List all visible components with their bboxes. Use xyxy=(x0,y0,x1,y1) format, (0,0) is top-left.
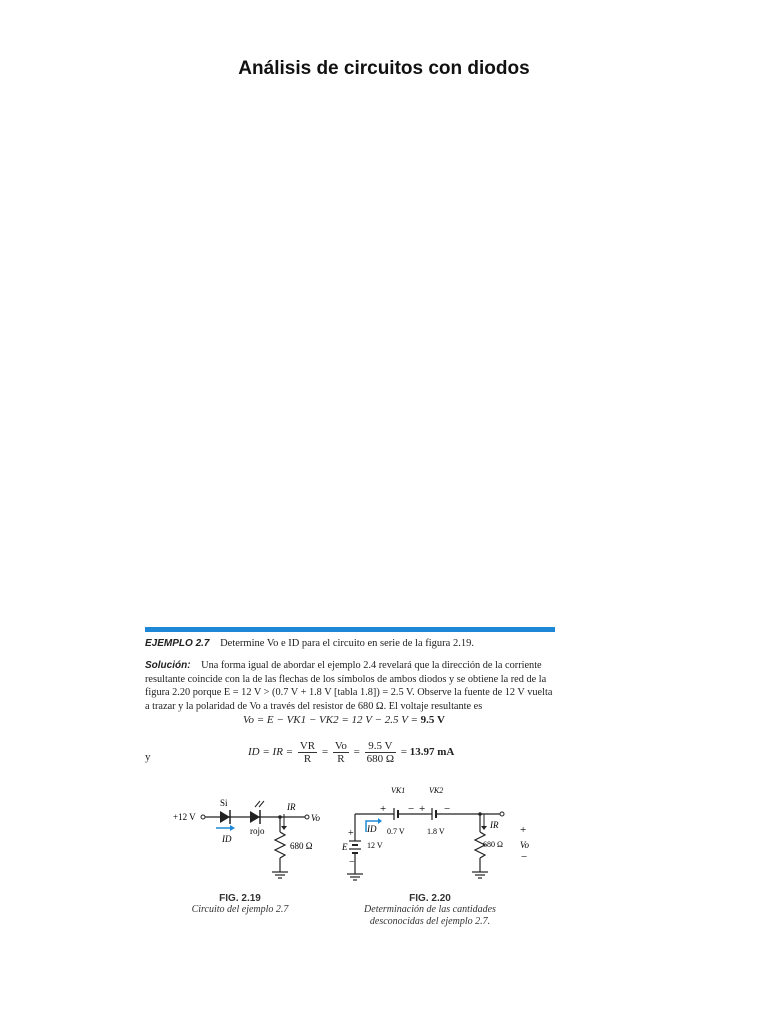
e-value: 12 V xyxy=(367,841,383,850)
equation-vo xyxy=(243,714,445,726)
example-heading xyxy=(145,637,555,651)
id-label: ID xyxy=(222,834,232,844)
fraction-vr-r: $\frac{VR}{R}$ xyxy=(299,740,316,765)
vk1-label: VK1 xyxy=(391,786,406,795)
diode-si-icon xyxy=(220,811,230,823)
vk2-plus: + xyxy=(419,803,426,815)
v1-label: 0.7 V xyxy=(387,827,405,836)
vo-minus: − xyxy=(521,851,528,863)
solution-text: Una forma igual de abordar el ejemplo 2.4 revelará que la dirección de la corriente resultante coincide con la de las flechas de los símbolos de ambos diodos y se obtiene la red de la figura 2.20 porque E = 12 V > (0.7 V + 1.8 V [tabla 1.8]) = 2.5 V. Observe la fuente de 12 V vuelta a trazar y la polaridad de Vo a través del resistor de 680 Ω. El voltaje resultante es xyxy=(145,660,553,712)
accent-rule xyxy=(145,627,555,632)
ir-label: IR xyxy=(490,820,499,830)
vk1-plus: + xyxy=(380,803,387,815)
solution-label: Solución: xyxy=(145,660,191,671)
e-label: E xyxy=(342,842,348,852)
fig-2-20-number: FIG. 2.20 xyxy=(409,893,451,904)
example-block xyxy=(145,627,555,713)
source-plus: + xyxy=(348,828,354,839)
fraction-values: $\frac{9.5 V}{680 \Omega}$ xyxy=(366,740,395,765)
source-minus: − xyxy=(349,857,355,868)
vo-terminal xyxy=(305,815,309,819)
vo-label: Vo xyxy=(520,840,529,850)
fig-2-20-circuit xyxy=(340,784,540,886)
resistor-icon xyxy=(275,832,285,858)
resistor-label: 680 Ω xyxy=(483,840,503,849)
vk1-minus: − xyxy=(408,803,415,815)
example-label: EJEMPLO 2.7 xyxy=(145,638,210,649)
led-color-label: rojo xyxy=(250,826,265,836)
resistor-label: 680 Ω xyxy=(290,841,313,851)
fig-2-19-description: Circuito del ejemplo 2.7 xyxy=(191,904,289,915)
example-statement: Determine Vo e ID para el circuito en serie de la figura 2.19. xyxy=(220,638,474,649)
solution-paragraph xyxy=(145,659,555,713)
source-terminal xyxy=(201,815,205,819)
page-title: Análisis de circuitos con diodos xyxy=(238,58,530,79)
fig-2-20-caption xyxy=(345,893,515,928)
fig-2-19-circuit xyxy=(170,790,330,890)
fig-2-20-description-1: Determinación de las cantidades xyxy=(364,904,496,915)
ir-label: IR xyxy=(287,802,296,812)
vo-label: Vo xyxy=(311,813,320,823)
id-label: ID xyxy=(367,824,377,834)
fraction-vo-r: $\frac{Vo}{R}$ xyxy=(334,740,347,765)
fig-2-19-number: FIG. 2.19 xyxy=(219,893,261,904)
diode-si-label: Si xyxy=(220,798,228,808)
fig-2-19-caption xyxy=(180,893,300,916)
vk2-label: VK2 xyxy=(429,786,444,795)
fig-2-20-description-2: desconocidas del ejemplo 2.7. xyxy=(369,916,491,927)
equation-id-left: ID = IR = xyxy=(248,746,296,759)
equation-vo-result: 9.5 V xyxy=(420,714,445,726)
vo-plus: + xyxy=(520,824,527,836)
equation-id: ID = IR = $\frac{VR}{R}$ = $\frac{Vo}{R}$ = $\frac{9.5 V}{680 \Omega}$ = 13.97 mA xyxy=(248,740,455,765)
source-label: +12 V xyxy=(173,812,196,822)
equation-id-result: 13.97 mA xyxy=(409,746,455,759)
led-icon xyxy=(250,811,260,823)
equation-vo-text: Vo = E − VK1 − VK2 = 12 V − 2.5 V = xyxy=(243,714,421,726)
v2-label: 1.8 V xyxy=(427,827,445,836)
vk2-minus: − xyxy=(444,803,451,815)
conjunction-y: y xyxy=(145,751,151,763)
